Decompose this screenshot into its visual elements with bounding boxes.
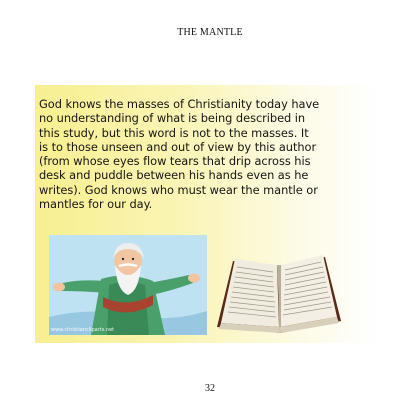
slide-paragraph [39, 97, 369, 211]
slide-line: is to those unseen and out of view by this author [39, 139, 317, 154]
prophet-pointing-icon [49, 235, 207, 335]
slide-line: no understanding of what is being described in [39, 111, 306, 126]
slide-panel [35, 85, 375, 343]
slide-line: God knows the masses of Christianity today have [39, 97, 320, 111]
slide-line: this study, but this word is not to the masses. It [39, 125, 309, 140]
prophet-illustration [49, 235, 207, 335]
running-header: THE MANTLE [177, 27, 243, 38]
slide-line: mantles for our day. [39, 197, 153, 212]
open-bible-illustration [213, 247, 345, 339]
open-bible-icon [213, 247, 345, 339]
image-watermark: www.christiancliparts.net [51, 327, 115, 333]
page-number: 32 [205, 383, 215, 394]
slide-line: (from whose eyes flow tears that drip across his [39, 154, 311, 169]
slide-line: desk and puddle between his hands even as he [39, 168, 309, 183]
slide-line: writes). God knows who must wear the mantle or [39, 182, 318, 197]
